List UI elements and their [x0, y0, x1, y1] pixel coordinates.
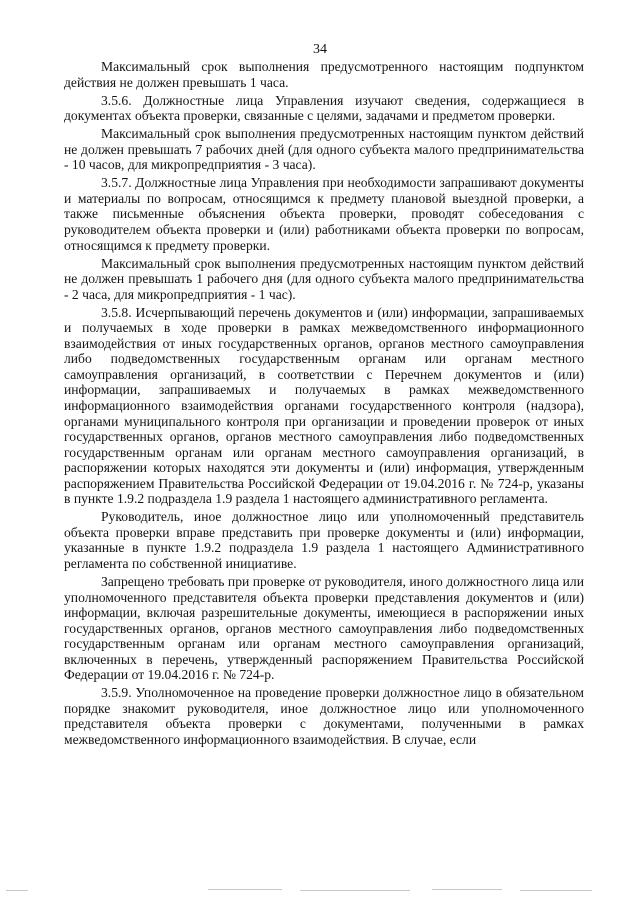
- paragraph-3-5-9: 3.5.9. Уполномоченное на проведение проверки должностное лицо в обязательном порядке знакомит руководителя, иное должностное лицо или уполномоченного представителя объекта проверки с документами, полученными в рамках межведомственного информационного взаимодействия. В случае, если: [64, 685, 584, 747]
- scan-mark: [208, 889, 282, 890]
- scan-mark: [300, 890, 410, 891]
- paragraph-3-5-8: 3.5.8. Исчерпывающий перечень документов и (или) информации, запрашиваемых и получаемых в ходе проверки в рамках межведомственного информационного взаимодействия от иных государственных органов, органов местного самоуправления либо подведомственных государственным органам или органам местного самоуправления организаций, в соответствии с Перечнем документов и (или) информации, запрашиваемых и получаемых в рамках межведомственного информационного взаимодействия органами государственного контроля (надзора), органами муниципального контроля при организации и проведении проверок от иных государственных органов, органов местного самоуправления либо подведомственных государственным органам или органам местного самоуправления организаций, в распоряжении которых находятся эти документы и (или) информация, утвержденным распоряжением Правительства Российской Федерации от 19.04.2016 г. № 724-р, указаны в пункте 1.9.2 подраздела 1.9 раздела 1 настоящего административного регламента.: [64, 304, 584, 507]
- paragraph-max-term-subpoint: Максимальный срок выполнения предусмотренного настоящим подпунктом действия не должен превышать 1 часа.: [64, 59, 584, 90]
- paragraph-3-5-7: 3.5.7. Должностные лица Управления при необходимости запрашивают документы и материалы по вопросам, относящимся к предмету плановой выездной проверки, а также письменные объяснения объекта проверки, проводят собеседования с руководителем объекта проверки и (или) работниками объекта проверки по вопросам, относящимся к предмету проверки.: [64, 175, 584, 253]
- scan-mark: [6, 890, 28, 891]
- scan-mark: [520, 890, 592, 891]
- document-body: [64, 59, 584, 750]
- page-number: 34: [313, 42, 327, 57]
- paragraph-own-initiative: Руководитель, иное должностное лицо или уполномоченный представитель объекта проверки вправе представить при проверке документы и (или) информации, указанные в пункте 1.9.2 подраздела 1.9 раздела 1 настоящего Административного регламента по собственной инициативе.: [64, 509, 584, 571]
- paragraph-3-5-6: 3.5.6. Должностные лица Управления изучают сведения, содержащиеся в документах объекта проверки, связанные с целями, задачами и предметом проверки.: [64, 92, 584, 124]
- paragraph-max-term-1-day: Максимальный срок выполнения предусмотренных настоящим пунктом действий не должен превышать 1 рабочего дня (для одного субъекта малого предпринимательства - 2 часа, для микропредприятия - 1 час).: [64, 255, 584, 302]
- scan-edge-marks: [0, 883, 640, 897]
- paragraph-max-term-7-days: Максимальный срок выполнения предусмотренных настоящим пунктом действий не должен превышать 7 рабочих дней (для одного субъекта малого предпринимательства - 10 часов, для микропредприятия - 3 часа).: [64, 126, 584, 173]
- paragraph-prohibition: Запрещено требовать при проверке от руководителя, иного должностного лица или уполномоченного представителя объекта проверки представления документов и (или) информации, включая разрешительные документы, имеющиеся в распоряжении иных государственных органов, органов местного самоуправления либо подведомственных государственным органам или органам местного самоуправления организаций, включенных в перечень, утвержденный распоряжением Правительства Российской Федерации от 19.04.2016 г. № 724-р.: [64, 574, 584, 683]
- scan-mark: [432, 889, 502, 890]
